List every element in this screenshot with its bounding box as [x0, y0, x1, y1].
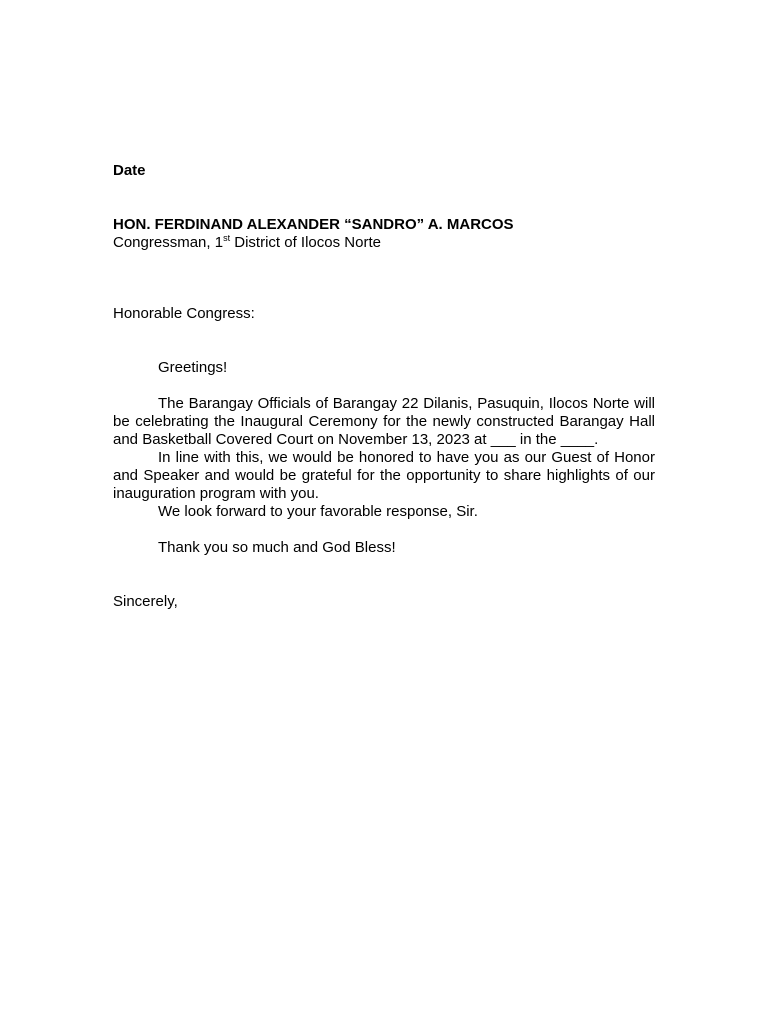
recipient-title-suffix: District of Ilocos Norte — [230, 234, 381, 251]
paragraph-guest-of-honor: In line with this, we would be honored to have you as our Guest of Honor and Speaker and would be grateful for the opportunity to share highlights of our inauguration program with you. — [113, 449, 655, 502]
date-label: Date — [113, 162, 146, 179]
paragraph-invitation: The Barangay Officials of Barangay 22 Dilanis, Pasuquin, Ilocos Norte will be celebrating the Inaugural Ceremony for the newly constructed Barangay Hall and Basketball Covered Court on November 13, 2023 at ___ in the ____. — [113, 395, 655, 448]
recipient-name: HON. FERDINAND ALEXANDER “SANDRO” A. MARCOS — [113, 216, 514, 233]
recipient-title — [113, 234, 655, 252]
recipient-title-ordinal: st — [223, 233, 231, 243]
paragraph-thanks: Thank you so much and God Bless! — [158, 539, 396, 556]
salutation: Honorable Congress: — [113, 305, 255, 322]
greeting: Greetings! — [158, 359, 228, 376]
closing: Sincerely, — [113, 593, 178, 610]
recipient-title-prefix: Congressman, 1 — [113, 234, 224, 251]
letter-body — [113, 162, 655, 611]
paragraph-response: We look forward to your favorable response, Sir. — [158, 503, 478, 520]
